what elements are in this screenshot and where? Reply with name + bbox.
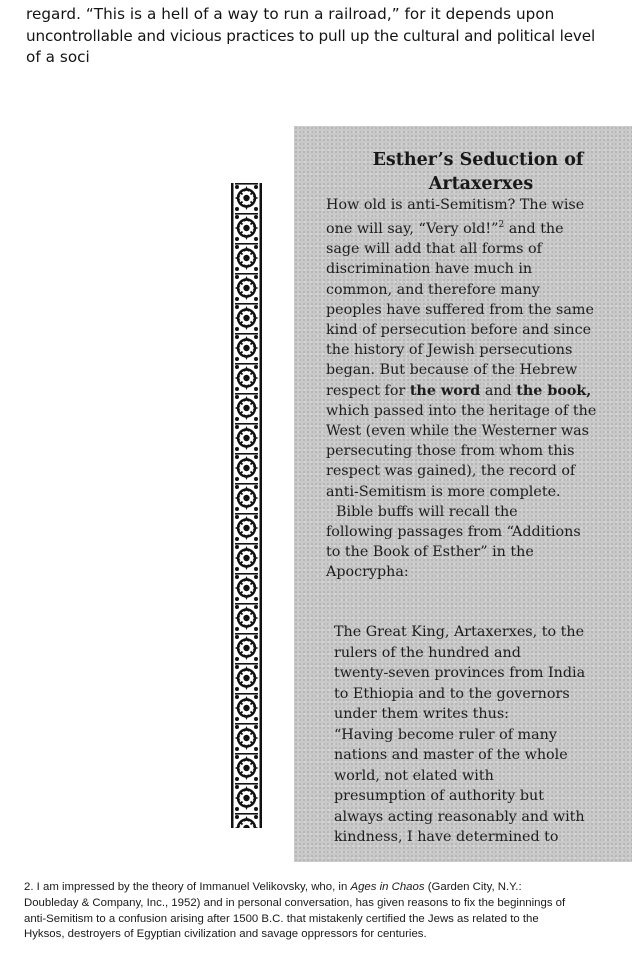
text-line	[326, 381, 626, 401]
sidebar-title	[294, 148, 632, 196]
text-line: West (even while the Westerner was	[326, 423, 590, 439]
text-line: peoples have suffered from the same	[326, 301, 594, 318]
book-title: Ages in Chaos	[350, 881, 425, 893]
sidebar-box	[294, 126, 632, 862]
quote-line: to Ethiopia and to the governors	[334, 685, 570, 702]
quote-line: presumption of authority but	[334, 788, 544, 804]
footnote-line: Doubleday & Company, Inc., 1952) and in personal conversation, has given reasons to fix the beginnings of	[24, 896, 566, 909]
text-line: anti-Semitism is more complete.	[326, 483, 561, 500]
text-line: respect was gained), the record of	[326, 463, 576, 480]
quote-line: always acting reasonably and with	[334, 808, 585, 825]
text-fragment: and	[480, 382, 517, 399]
quote-line: world, not elated with	[334, 767, 494, 784]
text-line: common, and therefore many	[326, 281, 540, 298]
floral-border-ornament-icon	[230, 183, 263, 828]
text-line: which passed into the heritage of the	[326, 402, 597, 419]
text-fragment: (Garden City, N.Y.:	[424, 881, 522, 893]
text-line: Bible buffs will recall the	[336, 503, 518, 520]
footnote-line: Hyksos, destroyers of Egyptian civilization and savage oppressors for centuries.	[24, 928, 427, 941]
sidebar-title-line: Artaxerxes	[428, 174, 534, 194]
footnote-ref: 2	[498, 220, 505, 231]
text-line: sage will add that all forms of	[326, 241, 542, 258]
bold-phrase: the book,	[516, 382, 592, 399]
top-paragraph	[26, 4, 638, 69]
text-line: of a soci	[26, 48, 90, 66]
quote-line: “Having become ruler of many	[334, 726, 557, 743]
text-fragment: respect for	[326, 382, 410, 399]
text-fragment: 2. I am impressed by the theory of Immanuel Velikovsky, who, in	[24, 881, 351, 893]
text-line: regard. “This is a hell of a way to run a railroad,” for it depends upon	[26, 5, 555, 23]
footnote-line: anti-Semitism to a confusion arising after 1500 B.C. that mistakenly certified the Jews as related to the	[24, 912, 539, 925]
quote-line: under them writes thus:	[334, 706, 509, 722]
text-line: How old is anti-Semitism? The wise	[326, 197, 585, 213]
text-fragment: one will say, “Very old!”	[326, 220, 499, 237]
quote-line: kindness, I have determined to	[334, 829, 559, 845]
footnote-line	[24, 880, 632, 896]
quote-line: twenty-seven provinces from India	[334, 665, 586, 681]
text-line: began. But because of the Hebrew	[326, 362, 578, 379]
quote-line: The Great King, Artaxerxes, to the	[334, 624, 585, 640]
text-line: kind of persecution before and since	[326, 321, 592, 338]
footnote	[24, 880, 632, 943]
text-line: the history of Jewish persecutions	[326, 342, 573, 359]
text-line: persecuting those from whom this	[326, 443, 575, 460]
text-line: uncontrollable and vicious practices to pull up the cultural and political level	[26, 26, 596, 45]
sidebar-title-line: Esther’s Seduction of	[372, 150, 584, 170]
text-line: to the Book of Esther” in the	[326, 544, 534, 561]
apocrypha-quote	[334, 622, 628, 848]
text-line: Apocrypha:	[326, 564, 409, 581]
sidebar-body	[326, 195, 626, 583]
text-line: discrimination have much in	[326, 261, 533, 278]
text-line: following passages from “Additions	[326, 524, 581, 541]
bold-phrase: the word	[409, 382, 481, 399]
quote-line: rulers of the hundred and	[334, 644, 521, 661]
text-fragment: and the	[504, 220, 564, 237]
text-line	[326, 215, 626, 239]
quote-line: nations and master of the whole	[334, 747, 568, 763]
